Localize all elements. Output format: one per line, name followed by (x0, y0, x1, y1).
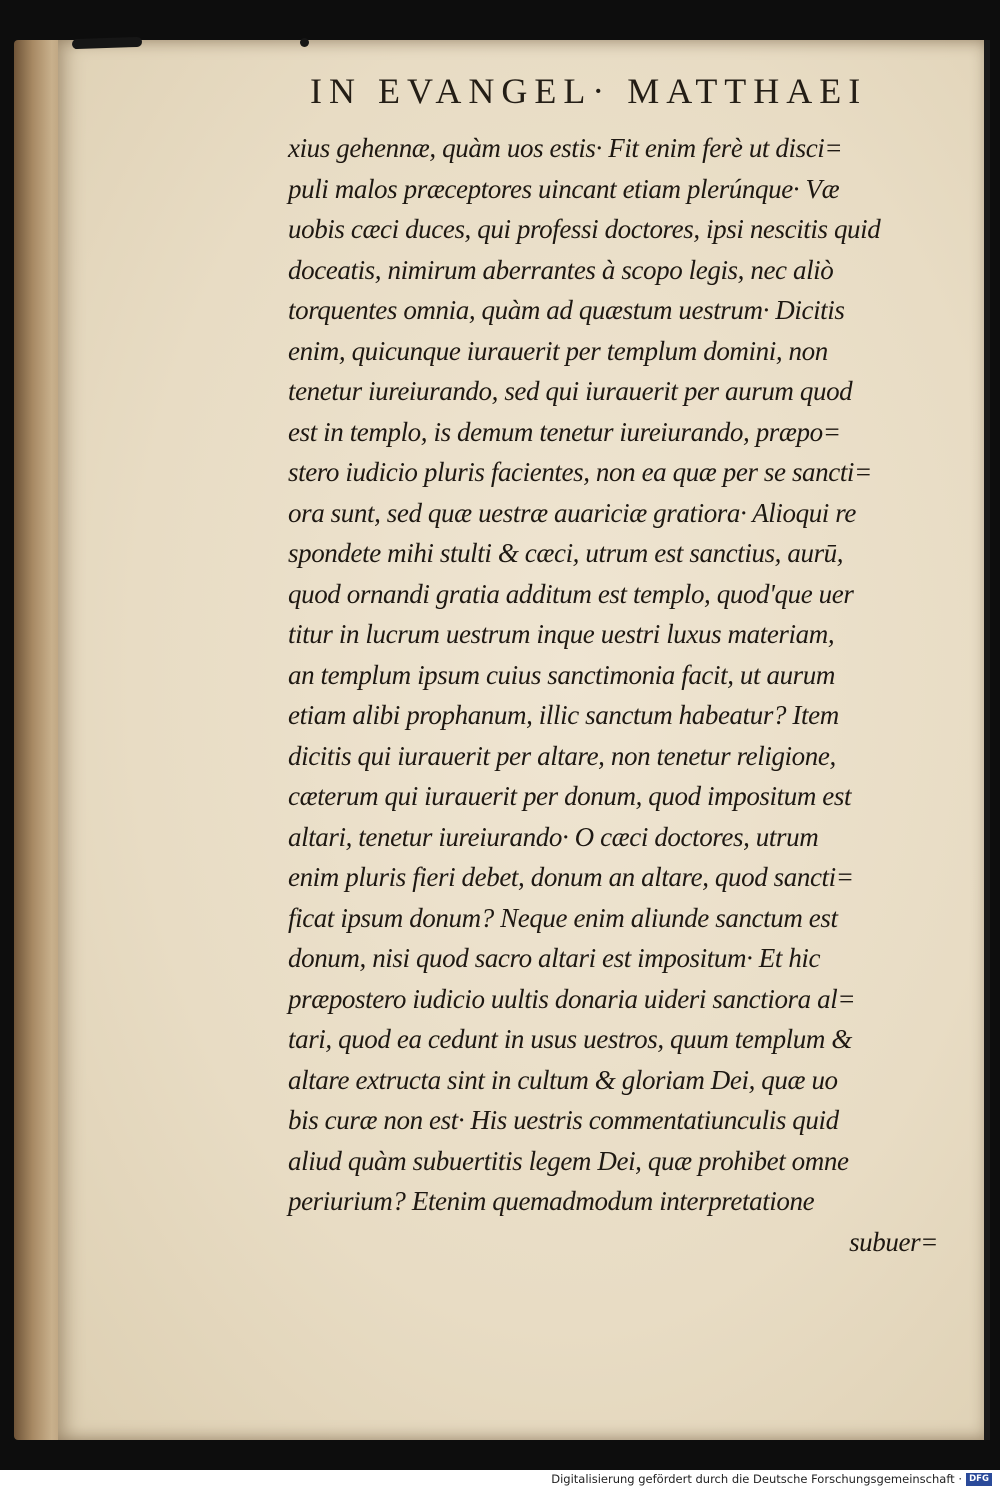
text-line: aliud quàm subuertitis legem Dei, quæ prohibet omne (288, 1145, 849, 1176)
text-line: cæterum qui iurauerit per donum, quod impositum est (288, 781, 852, 811)
text-line: donum, nisi quod sacro altari est impositum· Et hic (288, 943, 821, 973)
text-line: bis curæ non est· His uestris commentatiunculis quid (288, 1105, 839, 1135)
text-line: enim, quicunque iurauerit per templum domini, non (288, 335, 828, 366)
text-block (288, 128, 938, 1262)
text-line: tenetur iureiurando, sed qui iurauerit per aurum quod (288, 376, 853, 406)
text-line: an templum ipsum cuius sanctimonia facit, ut aurum (288, 659, 835, 690)
text-line: præpostero iudicio uultis donaria uideri sanctiora al= (288, 983, 856, 1014)
text-line: dicitis qui iurauerit per altare, non tenetur religione, (288, 740, 836, 771)
text-line: tari, quod ea cedunt in usus uestros, quum templum & (288, 1024, 852, 1054)
text-line: altare extructa sint in cultum & gloriam Dei, quæ uo (288, 1064, 838, 1095)
footer-credit: Digitalisierung gefördert durch die Deutsche Forschungsgemeinschaft · (551, 1472, 962, 1486)
text-line: xius gehennæ, quàm uos estis· Fit enim ferè ut disci= (288, 133, 843, 163)
text-line: quod ornandi gratia additum est templo, quod'que uer (288, 578, 854, 609)
text-line: doceatis, nimirum aberrantes à scopo legis, nec aliò (288, 254, 834, 285)
text-line: titur in lucrum uestrum inque uestri luxus materiam, (288, 619, 835, 649)
text-line: ora sunt, sed quæ uestræ auariciæ gratiora· Alioqui re (288, 497, 856, 528)
text-line: etiam alibi prophanum, illic sanctum habeatur? Item (288, 700, 839, 730)
text-line: torquentes omnia, quàm ad quæstum uestrum· Dicitis (288, 295, 845, 325)
text-line: enim pluris fieri debet, donum an altare, quod sancti= (288, 862, 854, 892)
catchword: subuer= (849, 1226, 938, 1257)
text-line: stero iudicio pluris facientes, non ea quæ per se sancti= (288, 457, 872, 487)
running-head: IN EVANGEL· MATTHAEI (310, 71, 868, 111)
dfg-logo[interactable]: DFG (966, 1473, 992, 1486)
text-line: altari, tenetur iureiurando· O cæci doctores, utrum (288, 821, 819, 852)
text-line: puli malos præceptores uincant etiam plerúnque· Væ (288, 173, 840, 204)
text-line: periurium? Etenim quemadmodum interpretatione (288, 1186, 815, 1216)
ink-dot (300, 38, 309, 47)
text-line: ficat ipsum donum? Neque enim aliunde sanctum est (288, 902, 838, 933)
footer-bar (0, 1470, 1000, 1491)
text-line: est in templo, is demum tenetur iureiurando, præpo= (288, 416, 841, 447)
text-line: spondete mihi stulti & cæci, utrum est sanctius, aurū, (288, 538, 844, 568)
text-line: uobis cæci duces, qui professi doctores, ipsi nescitis quid (288, 214, 881, 244)
